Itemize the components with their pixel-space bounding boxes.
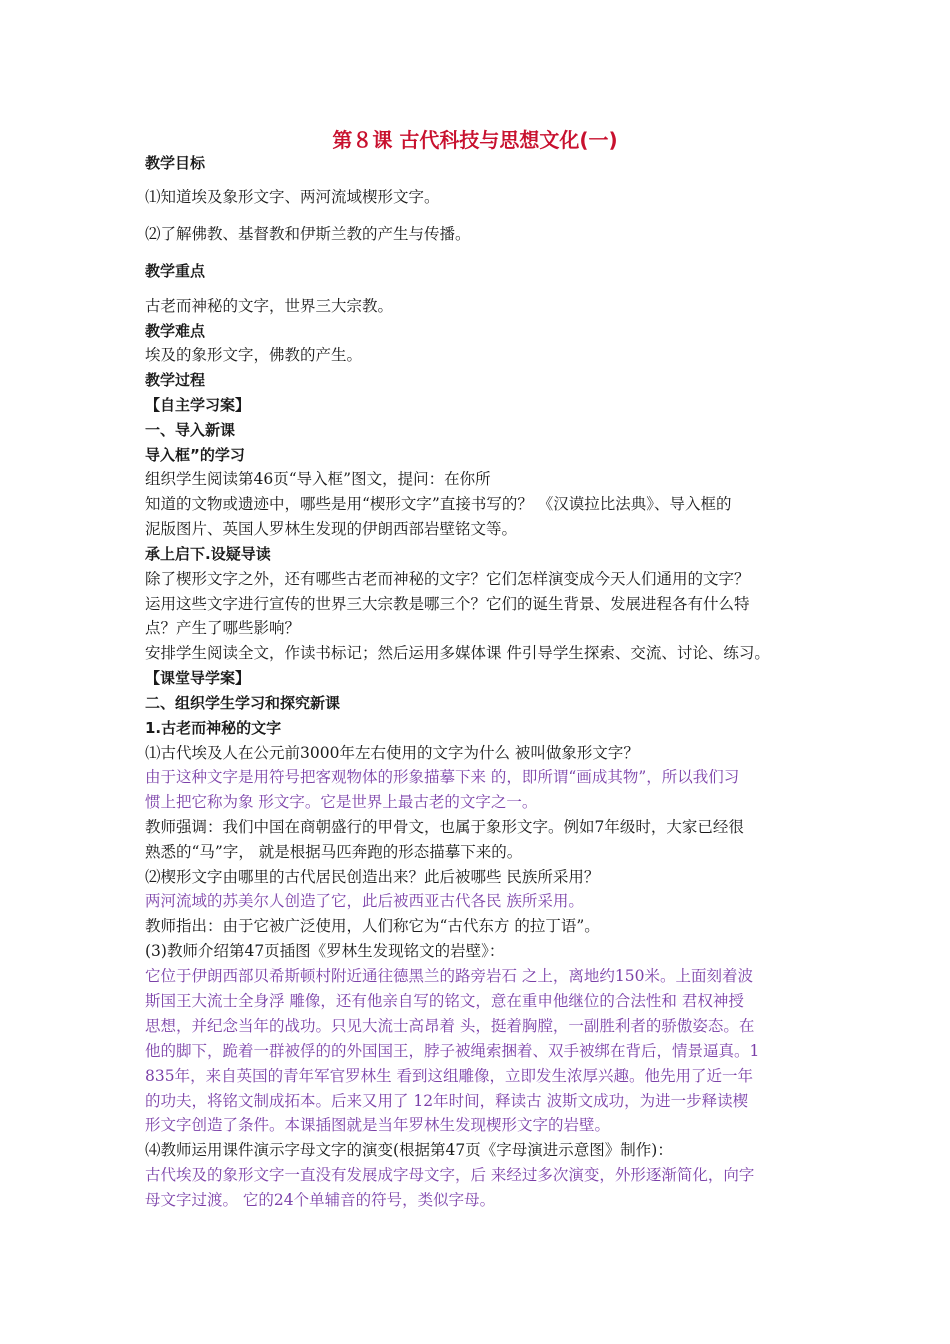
question-3: (3)教师介绍第47页插图《罗林生发现铭文的岩壁》： [145, 942, 505, 960]
heading-difficulties: 教学难点 [145, 322, 206, 340]
paragraph-line: 运用这些文字进行宣传的世界三大宗教是哪三个？它们的诞生背景、发展进程各有什么特 [145, 595, 750, 613]
paragraph-line: 组织学生阅读第46页“导入框”图文，提问：在你所 [145, 470, 491, 488]
answer-line: 他的脚下，跪着一群被俘的的外国国王，脖子被绳索捆着、双手被绑在背后，情景逼真。1 [145, 1042, 760, 1060]
paragraph-line: 教师指出：由于它被广泛使用，人们称它为“古代东方 的拉丁语”。 [145, 917, 600, 935]
section-self-study: 【自主学习案】 [145, 396, 251, 414]
paragraph-line: 泥版图片、英国人罗林生发现的伊朗西部岩壁铭文等。 [145, 520, 518, 538]
goal-item-2: ⑵了解佛教、基督教和伊斯兰教的产生与传播。 [145, 225, 471, 243]
section-new-lesson: 二、组织学生学习和探究新课 [145, 694, 341, 712]
answer-line: 斯国王大流士全身浮 雕像，还有他亲自写的铭文，意在重申他继位的合法性和 君权神授 [145, 992, 744, 1010]
question-1: ⑴古代埃及人在公元前3000年左右使用的文字为什么 被叫做象形文字？ [145, 744, 639, 762]
answer-line: 惯上把它称为象 形文字。它是世界上最古老的文字之一。 [145, 793, 538, 811]
heading-teaching-process: 教学过程 [145, 371, 206, 389]
paragraph-line: 知道的文物或遗迹中，哪些是用“楔形文字”直接书写的？ 《汉谟拉比法典》、导入框的 [145, 495, 732, 513]
paragraph-line: 点？产生了哪些影响？ [145, 619, 301, 637]
answer-line: 835年，来自英国的青年军官罗林生 看到这组雕像，立即发生浓厚兴趣。他先用了近一年 [145, 1067, 754, 1085]
answer-line: 由于这种文字是用符号把客观物体的形象描摹下来 的，即所谓“画成其物”，所以我们习 [145, 768, 740, 786]
answer-line: 它位于伊朗西部贝希斯顿村附近通往德黑兰的路旁岩石 之上，离地约150米。上面刻着波 [145, 967, 754, 985]
answer-line: 古代埃及的象形文字一直没有发展成字母文字，后 来经过多次演变，外形逐渐简化，向字 [145, 1166, 755, 1184]
subheading-ancient-scripts: 1.古老而神秘的文字 [145, 719, 282, 737]
lesson-title: 第８课 古代科技与思想文化(一) [332, 128, 618, 152]
question-4: ⑷教师运用课件演示字母文字的演变(根据第47页《字母演进示意图》制作)： [145, 1141, 673, 1159]
key-points-text: 古老而神秘的文字，世界三大宗教。 [145, 297, 394, 315]
paragraph-line: 教师强调：我们中国在商朝盛行的甲骨文，也属于象形文字。例如7年级时，大家已经很 [145, 818, 744, 836]
paragraph-line: 熟悉的“马”字， 就是根据马匹奔跑的形态描摹下来的。 [145, 843, 523, 861]
subheading-intro-box: 导入框”的学习 [145, 446, 245, 464]
paragraph-line: 安排学生阅读全文，作读书标记；然后运用多媒体课 件引导学生探索、交流、讨论、练习。 [145, 644, 770, 662]
answer-line: 母文字过渡。 它的24个单辅音的符号，类似字母。 [145, 1191, 496, 1209]
section-classroom-guide: 【课堂导学案】 [145, 669, 251, 687]
answer-line: 形文字创造了条件。本课插图就是当年罗林生发现楔形文字的岩壁。 [145, 1116, 611, 1134]
subheading-transition: 承上启下.设疑导读 [145, 545, 271, 563]
question-2: ⑵楔形文字由哪里的古代居民创造出来？此后被哪些 民族所采用？ [145, 868, 600, 886]
difficulties-text: 埃及的象形文字，佛教的产生。 [145, 346, 363, 364]
answer-line: 两河流域的苏美尔人创造了它，此后被西亚古代各民 族所采用。 [145, 892, 584, 910]
heading-key-points: 教学重点 [145, 262, 206, 280]
heading-teaching-goals: 教学目标 [145, 154, 206, 172]
section-introduction: 一、导入新课 [145, 421, 236, 439]
answer-line: 的功夫，将铭文制成拓本。后来又用了 12年时间，释读古 波斯文成功，为进一步释读楔 [145, 1092, 749, 1110]
goal-item-1: ⑴知道埃及象形文字、两河流域楔形文字。 [145, 188, 440, 206]
paragraph-line: 除了楔形文字之外，还有哪些古老而神秘的文字？它们怎样演变成今天人们通用的文字？ [145, 570, 750, 588]
answer-line: 思想，并纪念当年的战功。只见大流士高昂着 头，挺着胸膛，一副胜利者的骄傲姿态。在 [145, 1017, 755, 1035]
